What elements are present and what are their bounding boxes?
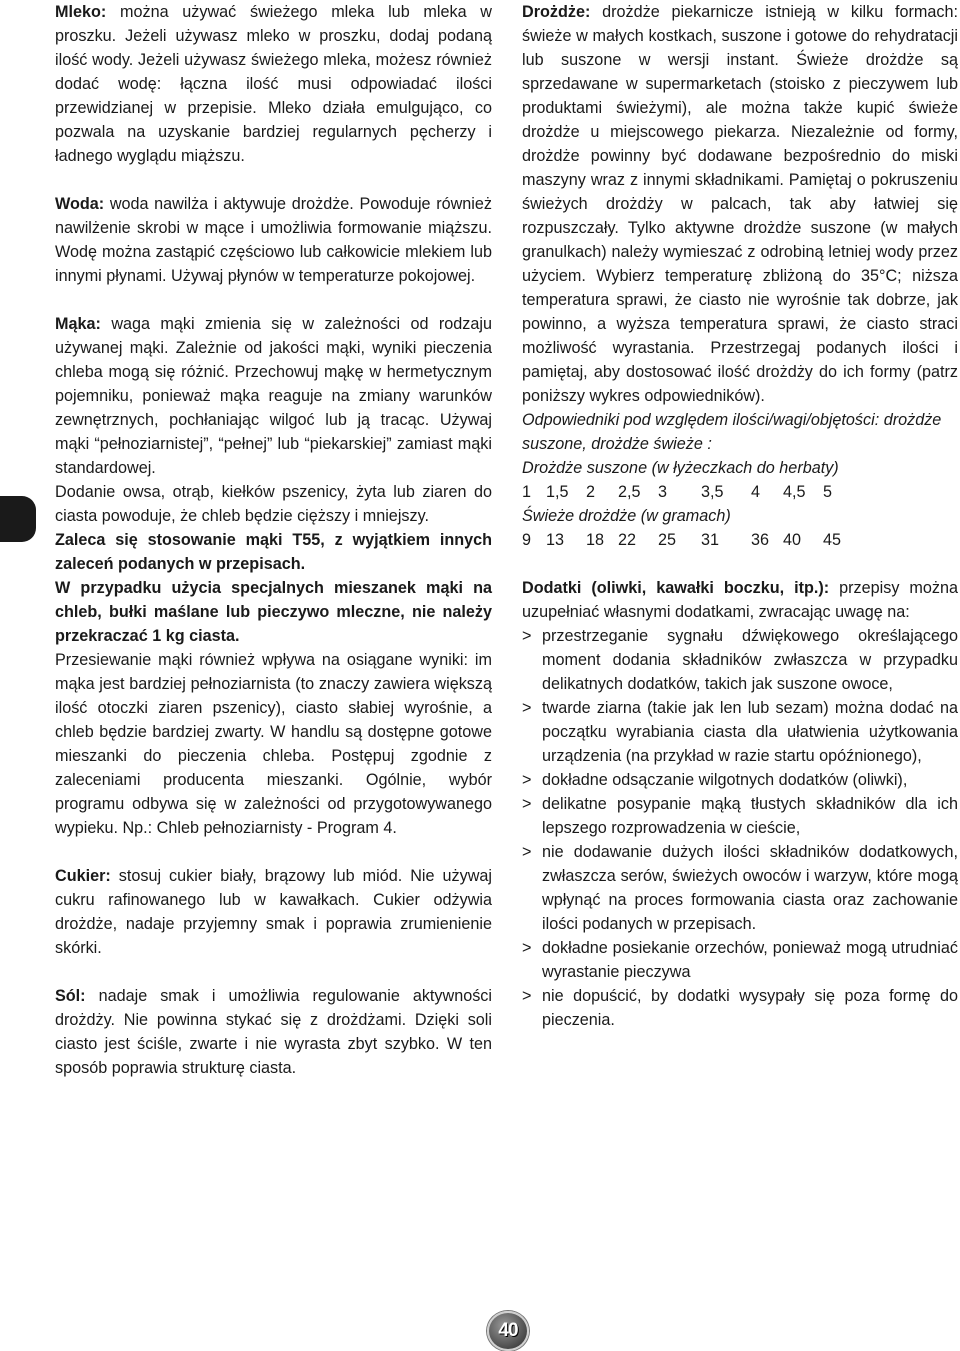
- section-tab-marker: [0, 496, 36, 542]
- text-cukier: stosuj cukier biały, brązowy lub miód. Nie używaj cukru rafinowanego lub w kawałkach. Cukier odżywia drożdże, nadaje przyjemny smak i poprawia zrumienienie skórki.: [55, 867, 492, 957]
- bullet-marker: >: [522, 699, 532, 717]
- list-item-text: nie dodawanie dużych ilości składników dodatkowych, zwłaszcza serów, świeżych owoców i warzyw, które mogą wpłynąć na proces formowania ciasta oraz zachowanie ilości podanych w przepisach.: [542, 843, 958, 933]
- list-item-text: nie dopuścić, by dodatki wysypały się poza formę do pieczenia.: [542, 987, 958, 1029]
- dry-yeast-value: 1,5: [546, 483, 569, 501]
- bullet-marker: >: [522, 627, 532, 645]
- label-mleko: Mleko:: [55, 3, 107, 21]
- list-item: [522, 624, 958, 696]
- fresh-yeast-value: 9: [522, 531, 532, 549]
- fresh-yeast-value: 45: [823, 531, 842, 549]
- list-item: [522, 696, 958, 768]
- dodatki-list: [522, 624, 958, 1032]
- fresh-yeast-value: 31: [701, 531, 720, 549]
- list-item: [522, 768, 958, 792]
- label-maka: Mąka:: [55, 315, 101, 333]
- paragraph-maka-limit: W przypadku użycia specjalnych mieszanek mąki na chleb, bułki maślane lub pieczywo mleczne, nie należy przekraczać 1 kg ciasta.: [55, 579, 492, 645]
- page-number-badge: [487, 1311, 529, 1351]
- label-sol: Sól:: [55, 987, 86, 1005]
- dry-yeast-value: 4: [751, 483, 761, 501]
- dry-yeast-values-row: [522, 480, 958, 504]
- dry-yeast-value: 2,5: [618, 483, 641, 501]
- paragraph-maka-sifting: Przesiewanie mąki również wpływa na osiągane wyniki: im mąka jest bardziej pełnoziarnista (to znaczy zawiera większą ilość otoczki ziaren pszenicy), ciasto słabiej wyrośnie, a chleb będzie bardziej zwarty. W handlu są dostępne gotowe mieszanki do pieczenia chleba. Postępuj zgodnie z zaleceniami producenta mieszanki. Ogólnie, wybór programu odbywa się w zależności od przygotowywanego wypieku. Np.: Chleb pełnoziarnisty - Program 4.: [55, 651, 492, 837]
- fresh-yeast-label: Świeże drożdże (w gramach): [522, 507, 731, 525]
- fresh-yeast-value: 36: [751, 531, 770, 549]
- paragraph-dodatki: [522, 576, 958, 624]
- label-dodatki: Dodatki (oliwki, kawałki boczku, itp.):: [522, 579, 830, 597]
- paragraph-maka-t55: Zaleca się stosowanie mąki T55, z wyjątkiem innych zaleceń podanych w przepisach.: [55, 531, 492, 573]
- text-dodatki: przepisy można uzupełniać własnymi dodatkami, zwracając uwagę na:: [522, 579, 959, 621]
- dry-yeast-value: 5: [823, 483, 833, 501]
- right-column: [522, 0, 958, 1032]
- left-column: [55, 0, 492, 1080]
- paragraph-sol: [55, 984, 492, 1080]
- bullet-marker: >: [522, 843, 532, 861]
- fresh-yeast-value: 18: [586, 531, 605, 549]
- label-cukier: Cukier:: [55, 867, 111, 885]
- dry-yeast-value: 4,5: [783, 483, 806, 501]
- text-sol: nadaje smak i umożliwia regulowanie aktywności drożdży. Nie powinna stykać się z drożdżami. Dzięki soli ciasto jest ściśle, zwarte i nie wyrasta zbyt szybko. W ten sposób poprawia strukturę ciasta.: [55, 987, 492, 1077]
- fresh-yeast-value: 13: [546, 531, 565, 549]
- fresh-yeast-values-row: [522, 528, 958, 552]
- bullet-marker: >: [522, 939, 532, 957]
- list-item: [522, 792, 958, 840]
- fresh-yeast-value: 25: [658, 531, 677, 549]
- paragraph-drozdze: [522, 0, 958, 408]
- label-woda: Woda:: [55, 195, 105, 213]
- paragraph-maka-additions: Dodanie owsa, otrąb, kiełków pszenicy, żyta lub ziaren do ciasta powoduje, że chleb będzie cięższy i mniejszy.: [55, 483, 492, 525]
- text-woda: woda nawilża i aktywuje drożdże. Powoduje również nawilżenie skrobi w mące i umożliwia formowanie miąższu. Wodę można zastąpić częściowo lub całkowicie mlekiem lub innymi płynami. Używaj płynów w temperaturze pokojowej.: [55, 195, 492, 285]
- list-item-text: twarde ziarna (takie jak len lub sezam) można dodać na początku wyrabiania ciasta dla ułatwienia użytkowania urządzenia (na przykład w razie startu opóźnionego),: [542, 699, 958, 765]
- fresh-yeast-value: 40: [783, 531, 802, 549]
- list-item-text: przestrzeganie sygnału dźwiękowego określającego moment dodania składników zwłaszcza w przypadku delikatnych dodatków, takich jak suszone owoce,: [542, 627, 958, 693]
- dry-yeast-value: 3: [658, 483, 668, 501]
- list-item: [522, 984, 958, 1032]
- bullet-marker: >: [522, 795, 532, 813]
- text-mleko: można używać świeżego mleka lub mleka w proszku. Jeżeli używasz mleko w proszku, dodaj podaną ilość wody. Jeżeli używasz świeżego mleka, możesz również dodać wodę: łączna ilość musi odpowiadać ilości przewidzianej w przepisie. Mleko działa emulgująco, co pozwala na uzyskanie bardziej regularnych pęcherzy i ładnego wyglądu miąższu.: [55, 3, 492, 165]
- dry-yeast-value: 3,5: [701, 483, 724, 501]
- bullet-marker: >: [522, 771, 532, 789]
- dry-yeast-value: 2: [586, 483, 596, 501]
- list-item-text: dokładne odsączanie wilgotnych dodatków (oliwki),: [542, 771, 908, 789]
- paragraph-cukier: [55, 864, 492, 960]
- paragraph-maka: [55, 312, 492, 480]
- page-number: 40: [498, 1320, 518, 1341]
- equivalents-heading: Odpowiedniki pod względem ilości/wagi/objętości: drożdże suszone, drożdże świeże :: [522, 411, 942, 453]
- list-item-text: dokładne posiekanie orzechów, ponieważ mogą utrudniać wyrastanie pieczywa: [542, 939, 958, 981]
- fresh-yeast-value: 22: [618, 531, 637, 549]
- list-item: [522, 936, 958, 984]
- paragraph-woda: [55, 192, 492, 288]
- text-maka: waga mąki zmienia się w zależności od rodzaju używanej mąki. Zależnie od jakości mąki, wyniki pieczenia chleba mogą się różnić. Przechowuj mąkę w hermetycznym pojemniku, ponieważ mąka reaguje na zmiany warunków zewnętrznych, pochłaniając wilgoć lub ją tracąc. Używaj mąki “pełnoziarnistej”, “pełnej” lub “piekarskiej” zamiast mąki standardowej.: [55, 315, 492, 477]
- paragraph-mleko: [55, 0, 492, 168]
- dry-yeast-value: 1: [522, 483, 532, 501]
- dry-yeast-label: Drożdże suszone (w łyżeczkach do herbaty): [522, 459, 839, 477]
- list-item-text: delikatne posypanie mąką tłustych składników dla ich lepszego rozprowadzenia w cieście,: [542, 795, 958, 837]
- bullet-marker: >: [522, 987, 532, 1005]
- label-drozdze: Drożdże:: [522, 3, 591, 21]
- list-item: [522, 840, 958, 936]
- text-drozdze: drożdże piekarnicze istnieją w kilku formach: świeże w małych kostkach, suszone i gotowe do rehydratacji lub suszone w wersji instant. Świeże drożdże są sprzedawane w supermarketach (stoisko z pieczywem lub produktami świeżymi), ale można także kupić świeże drożdże u miejscowego piekarza. Niezależnie od formy, drożdże powinny być dodawane bezpośrednio do miski maszyny wraz z innymi składnikami. Pamiętaj o pokruszeniu świeżych drożdży w palcach, tak aby łatwiej się rozpuszczały. Tylko aktywne drożdże suszone (w małych granulkach) należy wymieszać z odrobiną letniej wody przez użyciem. Wybierz temperaturę zbliżoną do 35°C; niższa temperatura sprawi, że ciasto nie wyrośnie tak dobrze, jak powinno, a wyższa temperatura sprawi, że ciasto straci możliwość wyrastania. Przestrzegaj podanych ilości i pamiętaj, aby dostosować ilość drożdży do ich formy (patrz poniższy wykres odpowiedników).: [522, 3, 958, 405]
